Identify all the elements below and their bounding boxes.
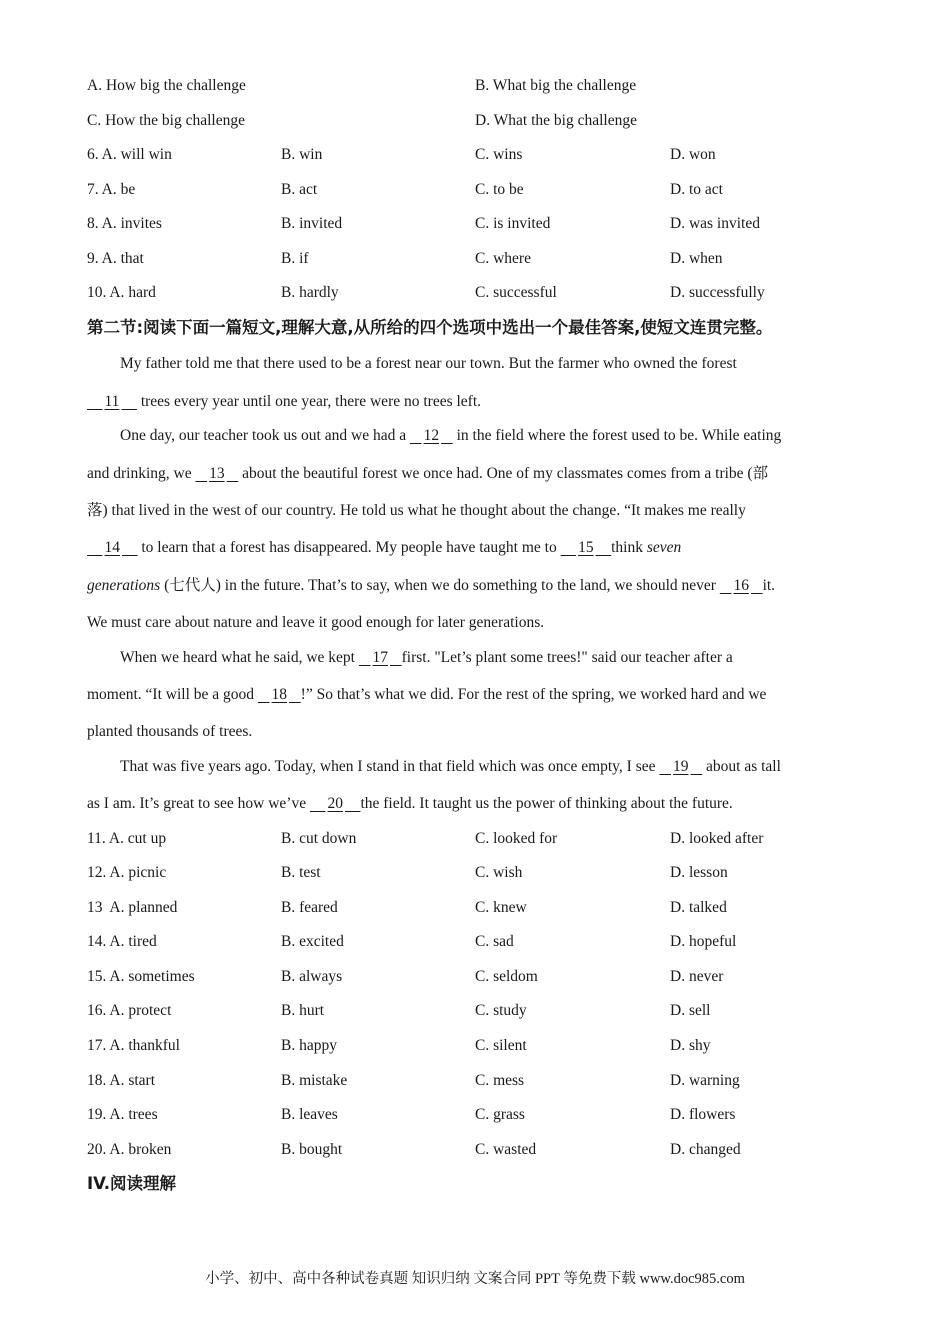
option: D. hopeful xyxy=(670,933,737,950)
option: C. wasted xyxy=(475,1141,537,1158)
blank-19: 19 xyxy=(673,758,689,775)
passage-text: about the beautiful forest we once had. One of my classmates comes from a tribe (部 xyxy=(242,465,769,482)
option: C. study xyxy=(475,1002,527,1019)
option-row-6 xyxy=(87,144,877,166)
option-row-5b xyxy=(87,110,877,132)
option: C. looked for xyxy=(475,830,558,847)
option: D. won xyxy=(670,146,716,163)
option-row-14 xyxy=(87,931,877,953)
option: B. happy xyxy=(281,1037,337,1054)
option: D. sell xyxy=(670,1002,711,1019)
option: B. hurt xyxy=(281,1002,325,1019)
blank-17: 17 xyxy=(372,649,388,666)
passage-text: the field. It taught us the power of thinking about the future. xyxy=(360,795,733,812)
option: B. hardly xyxy=(281,284,339,301)
option: B. leaves xyxy=(281,1106,338,1123)
option: C. mess xyxy=(475,1072,525,1089)
passage-line xyxy=(87,612,867,634)
passage-line xyxy=(87,353,900,375)
option: 19. A. trees xyxy=(87,1106,158,1123)
option: C. How the big challenge xyxy=(87,112,245,129)
passage-line xyxy=(87,537,867,559)
option: C. grass xyxy=(475,1106,525,1123)
option-row-20 xyxy=(87,1139,877,1161)
passage-text: about as tall xyxy=(706,758,781,775)
option: D. changed xyxy=(670,1141,741,1158)
option: 12. A. picnic xyxy=(87,864,167,881)
option: 10. A. hard xyxy=(87,284,156,301)
passage-text: think xyxy=(611,539,643,556)
option: B. always xyxy=(281,968,343,985)
option: B. win xyxy=(281,146,323,163)
passage-text: first. "Let’s plant some trees!" said our teacher after a xyxy=(401,649,733,666)
option: B. bought xyxy=(281,1141,343,1158)
option: C. wish xyxy=(475,864,523,881)
passage-line xyxy=(87,391,867,413)
page-footer: 小学、初中、高中各种试卷真题 知识归纳 文案合同 PPT 等免费下载 www.doc985.com xyxy=(205,1271,745,1287)
option: 17. A. thankful xyxy=(87,1037,180,1054)
option-row-11 xyxy=(87,828,877,850)
passage-text: it. xyxy=(762,577,776,594)
option: C. seldom xyxy=(475,968,538,985)
blank-15: 15 xyxy=(578,539,594,556)
option-row-16 xyxy=(87,1000,877,1022)
option: C. is invited xyxy=(475,215,551,232)
passage-line xyxy=(87,575,867,597)
option: B. test xyxy=(281,864,321,881)
passage-text: to learn that a forest has disappeared. My people have taught me to xyxy=(141,539,557,556)
passage-text: !” So that’s what we did. For the rest of the spring, we worked hard and we xyxy=(300,686,767,703)
option: D. successfully xyxy=(670,284,765,301)
option-row-5a xyxy=(87,75,877,97)
blank-14: 14 xyxy=(104,539,120,556)
option: B. feared xyxy=(281,899,338,916)
passage-text: When we heard what he said, we kept xyxy=(120,649,355,666)
blank-12: 12 xyxy=(423,427,440,444)
section-heading: IV.阅读理解 xyxy=(87,1174,177,1193)
passage-text: seven xyxy=(646,539,682,556)
section-heading: 第二节:阅读下面一篇短文,理解大意,从所给的四个选项中选出一个最佳答案,使短文连贯完整。 xyxy=(87,318,773,337)
blank-20: 20 xyxy=(327,795,343,812)
passage-text: generations xyxy=(87,577,161,594)
option: C. to be xyxy=(475,181,524,198)
passage-text: 落) that lived in the west of our country. He told us what he thought about the change. “It makes me really xyxy=(87,502,746,519)
option: C. wins xyxy=(475,146,523,163)
option-row-15 xyxy=(87,966,877,988)
option: D. shy xyxy=(670,1037,711,1054)
option: A. How big the challenge xyxy=(87,77,246,94)
option-row-7 xyxy=(87,179,877,201)
passage-text: trees every year until one year, there were no trees left. xyxy=(140,393,482,410)
option: C. where xyxy=(475,250,531,267)
passage-text: (七代人) in the future. That’s to say, when we do something to the land, we should never xyxy=(164,577,716,594)
passage-line xyxy=(87,500,867,522)
passage-text: One day, our teacher took us out and we had a xyxy=(120,427,407,444)
option: 13 A. planned xyxy=(87,899,178,916)
option-row-8 xyxy=(87,213,877,235)
option-row-9 xyxy=(87,248,877,270)
option: C. successful xyxy=(475,284,557,301)
blank-11: 11 xyxy=(104,393,120,410)
option: 14. A. tired xyxy=(87,933,157,950)
option: 20. A. broken xyxy=(87,1141,172,1158)
option: D. talked xyxy=(670,899,727,916)
passage-text: My father told me that there used to be a forest near our town. But the farmer who owned the forest xyxy=(120,355,737,372)
option: B. if xyxy=(281,250,309,267)
option: 9. A. that xyxy=(87,250,144,267)
passage-line xyxy=(87,684,867,706)
option: B. invited xyxy=(281,215,343,232)
passage-text: planted thousands of trees. xyxy=(87,723,253,740)
passage-line xyxy=(87,756,900,778)
option-row-13 xyxy=(87,897,877,919)
option: D. flowers xyxy=(670,1106,736,1123)
option: D. when xyxy=(670,250,723,267)
option: 6. A. will win xyxy=(87,146,172,163)
option: 18. A. start xyxy=(87,1072,156,1089)
passage-text: That was five years ago. Today, when I stand in that field which was once empty, I see xyxy=(120,758,656,775)
option: 8. A. invites xyxy=(87,215,162,232)
option: C. sad xyxy=(475,933,514,950)
option: B. excited xyxy=(281,933,344,950)
option: C. knew xyxy=(475,899,527,916)
option: 16. A. protect xyxy=(87,1002,172,1019)
passage-text: as I am. It’s great to see how we’ve xyxy=(87,795,307,812)
option-row-19 xyxy=(87,1104,877,1126)
option: B. act xyxy=(281,181,318,198)
option: B. What big the challenge xyxy=(475,77,637,94)
passage-text: moment. “It will be a good xyxy=(87,686,255,703)
option: B. cut down xyxy=(281,830,357,847)
option: B. mistake xyxy=(281,1072,348,1089)
passage-line xyxy=(87,463,867,485)
blank-16: 16 xyxy=(733,577,749,594)
option: 11. A. cut up xyxy=(87,830,167,847)
option-row-12 xyxy=(87,862,877,884)
passage-line xyxy=(87,425,900,447)
option: D. lesson xyxy=(670,864,728,881)
option: C. silent xyxy=(475,1037,527,1054)
passage-line xyxy=(87,721,867,743)
option: D. to act xyxy=(670,181,723,198)
passage-text: and drinking, we xyxy=(87,465,192,482)
passage-text: We must care about nature and leave it good enough for later generations. xyxy=(87,614,545,631)
blank-18: 18 xyxy=(271,686,288,703)
passage-text: in the field where the forest used to be. While eating xyxy=(456,427,782,444)
option: D. What the big challenge xyxy=(475,112,637,129)
option: D. warning xyxy=(670,1072,740,1089)
option-row-18 xyxy=(87,1070,877,1092)
blank-13: 13 xyxy=(209,465,225,482)
option: 7. A. be xyxy=(87,181,136,198)
option-row-17 xyxy=(87,1035,877,1057)
passage-line xyxy=(87,647,900,669)
option-row-10 xyxy=(87,282,877,304)
passage-line xyxy=(87,793,867,815)
option: D. never xyxy=(670,968,724,985)
option: D. was invited xyxy=(670,215,760,232)
option: 15. A. sometimes xyxy=(87,968,195,985)
option: D. looked after xyxy=(670,830,764,847)
